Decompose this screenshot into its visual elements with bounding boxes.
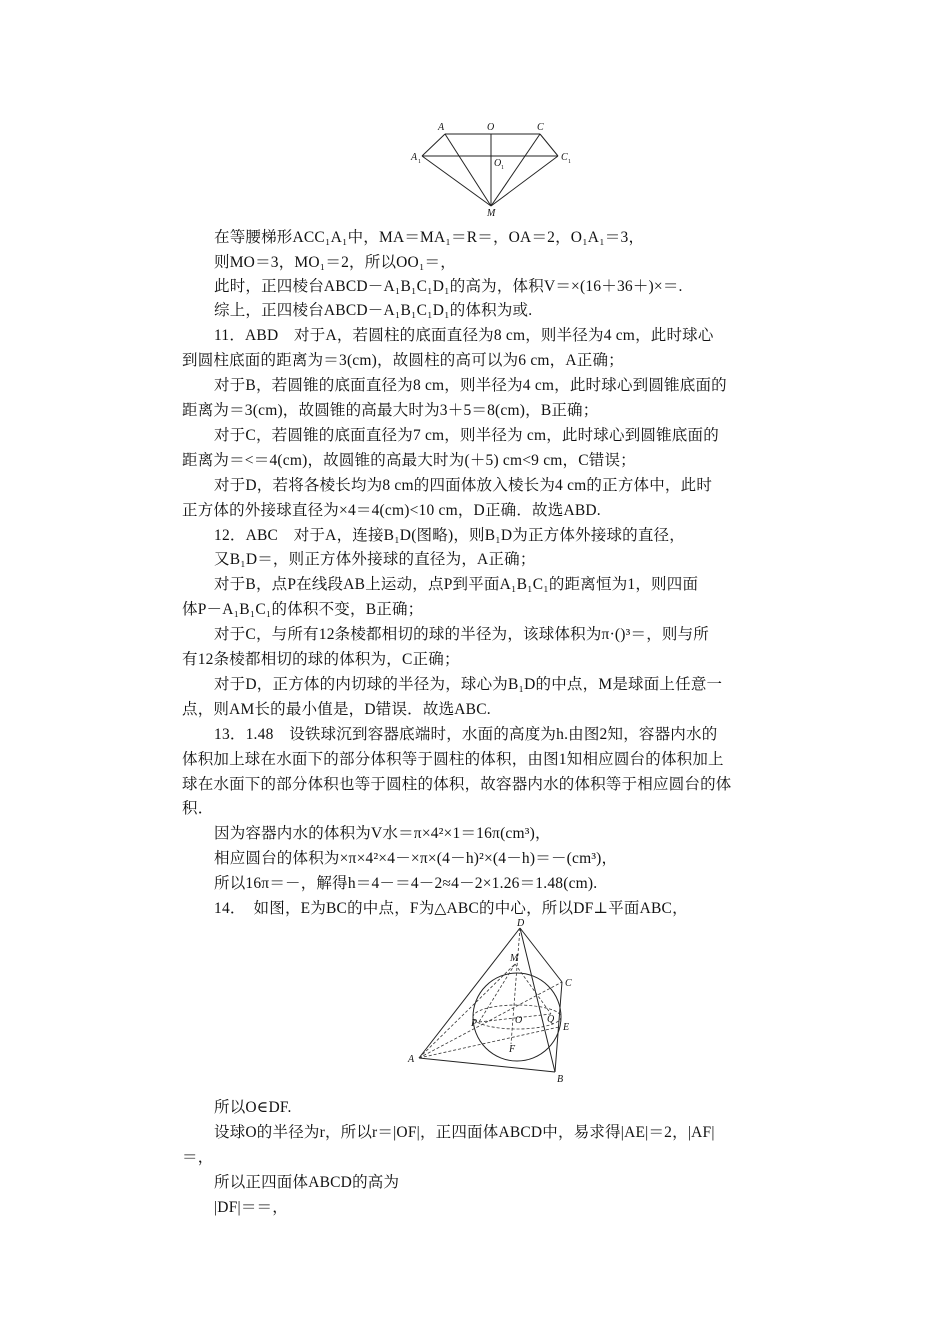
segment-MQ bbox=[515, 964, 551, 1014]
label-P: P bbox=[471, 1018, 478, 1029]
text-line: 点，则AM长的最小值是，D错误．故选ABC. bbox=[182, 701, 491, 718]
label-C: C bbox=[537, 122, 544, 133]
label-M: M bbox=[487, 208, 496, 219]
text-line: 对于D，正方体的内切球的半径为，球心为B₁D的中点，M是球面上任意一 bbox=[214, 676, 723, 693]
label-A: A bbox=[408, 1054, 415, 1065]
text-line: 在等腰梯形ACC₁A₁中，MA＝MA₁＝R＝，OA＝2，O₁A₁＝3， bbox=[214, 229, 645, 246]
text-line: 体P－A₁B₁C₁的体积不变，B正确； bbox=[182, 601, 424, 618]
text-line: 相应圆台的体积为×π×4²×4－×π×(4－h)²×(4－h)＝－(cm³)， bbox=[214, 850, 618, 867]
label-C: C bbox=[565, 978, 572, 989]
label-O1: O bbox=[494, 158, 502, 169]
segment-DF bbox=[511, 928, 523, 1044]
text-line: 对于D，若将各棱长均为8 cm的四面体放入棱长为4 cm的正方体中，此时 bbox=[214, 477, 713, 494]
label-D: D bbox=[517, 918, 525, 929]
text-line: 到圆柱底面的距离为＝3(cm)，故圆柱的高可以为6 cm，A正确； bbox=[182, 352, 624, 369]
segment-AM bbox=[419, 964, 515, 1058]
edge-CM bbox=[491, 134, 540, 206]
label-A1-sub: 1 bbox=[418, 159, 421, 165]
label-C1-sub: 1 bbox=[568, 159, 571, 165]
edge-AM bbox=[445, 134, 491, 206]
text-line: 所以正四面体ABCD的高为 bbox=[214, 1174, 400, 1191]
label-E: E bbox=[563, 1022, 570, 1033]
edge-A1M bbox=[422, 156, 491, 206]
edge-AB bbox=[419, 1058, 555, 1072]
text-line: |DF|＝＝， bbox=[214, 1199, 288, 1216]
edge-AC bbox=[419, 982, 562, 1058]
label-O1-sub: 1 bbox=[501, 165, 504, 171]
text-line: 距离为＝<＝4(cm)，故圆锥的高最大时为(＋5) cm<9 cm，C错误； bbox=[182, 452, 636, 469]
text-line: 体积加上球在水面下的部分体积等于圆柱的体积，由图1知相应圆台的体积加上 bbox=[182, 751, 724, 768]
text-line: 因为容器内水的体积为V水＝π×4²×1＝16π(cm³)， bbox=[214, 825, 551, 842]
edge-AA1 bbox=[422, 134, 445, 156]
text-line: 14． 如图，E为BC的中点，F为△ABC的中心，所以DF⊥平面ABC， bbox=[214, 900, 688, 917]
text-line: 11．ABD 对于A，若圆柱的底面直径为8 cm，则半径为4 cm，此时球心 bbox=[214, 327, 714, 344]
text-line: 对于B，点P在线段AB上运动，点P到平面A₁B₁C₁的距离恒为1，则四面 bbox=[214, 576, 699, 593]
text-line: 对于B，若圆锥的底面直径为8 cm，则半径为4 cm，此时球心到圆锥底面的 bbox=[214, 377, 727, 394]
text-line: 距离为＝3(cm)，故圆锥的高最大时为3＋5＝8(cm)，B正确； bbox=[182, 402, 599, 419]
label-F: F bbox=[509, 1044, 516, 1055]
label-Q: Q bbox=[547, 1014, 555, 1025]
label-O: O bbox=[487, 122, 495, 133]
text-line: 设球O的半径为r，所以r＝|OF|，正四面体ABCD中，易求得|AE|＝2，|AF| bbox=[214, 1124, 715, 1141]
label-C1: C bbox=[561, 152, 568, 163]
text-line: 球在水面下的部分体积也等于圆柱的体积，故容器内水的体积等于相应圆台的体 bbox=[182, 776, 732, 793]
label-B: B bbox=[557, 1074, 564, 1085]
text-line: 对于C，若圆锥的底面直径为7 cm，则半径为 cm，此时球心到圆锥底面的 bbox=[214, 427, 719, 444]
text-line: 所以16π＝－，解得h＝4－＝4－2≈4－2×1.26＝1.48(cm). bbox=[214, 875, 598, 892]
text-line: ＝， bbox=[182, 1149, 214, 1166]
segment-MP bbox=[479, 964, 515, 1022]
edge-DA bbox=[419, 928, 523, 1058]
text-line: 积． bbox=[182, 800, 214, 817]
label-O: O bbox=[515, 1015, 523, 1026]
text-line: 有12条棱都相切的球的体积为，C正确； bbox=[182, 651, 460, 668]
text-line: 又B₁D＝，则正方体外接球的直径为，A正确； bbox=[214, 551, 536, 568]
label-A: A bbox=[438, 122, 445, 133]
text-line: 12．ABC 对于A，连接B₁D(图略)，则B₁D为正方体外接球的直径， bbox=[214, 527, 685, 544]
edge-CC1 bbox=[540, 134, 558, 156]
tetrahedron-figure bbox=[405, 918, 585, 1088]
trapezoid-figure bbox=[405, 118, 585, 220]
text-line: 13．1.48 设铁球沉到容器底端时，水面的高度为h.由图2知，容器内水的 bbox=[214, 726, 718, 743]
label-M: M bbox=[510, 953, 519, 964]
text-line: 则MO＝3，MO₁＝2，所以OO₁＝， bbox=[214, 254, 456, 271]
text-line: 所以O∈DF. bbox=[214, 1099, 292, 1116]
edge-DB bbox=[520, 928, 555, 1072]
text-line: 正方体的外接球直径为×4＝4(cm)<10 cm，D正确．故选ABD. bbox=[182, 502, 601, 519]
label-A1: A bbox=[411, 152, 418, 163]
text-line: 综上，正四棱台ABCD－A₁B₁C₁D₁的体积为或. bbox=[214, 302, 533, 319]
text-line: 对于C，与所有12条棱都相切的球的半径为，该球体积为π·()³＝，则与所 bbox=[214, 626, 709, 643]
text-line: 此时，正四棱台ABCD－A₁B₁C₁D₁的高为，体积V＝×(16＋36＋)×＝. bbox=[214, 278, 683, 295]
